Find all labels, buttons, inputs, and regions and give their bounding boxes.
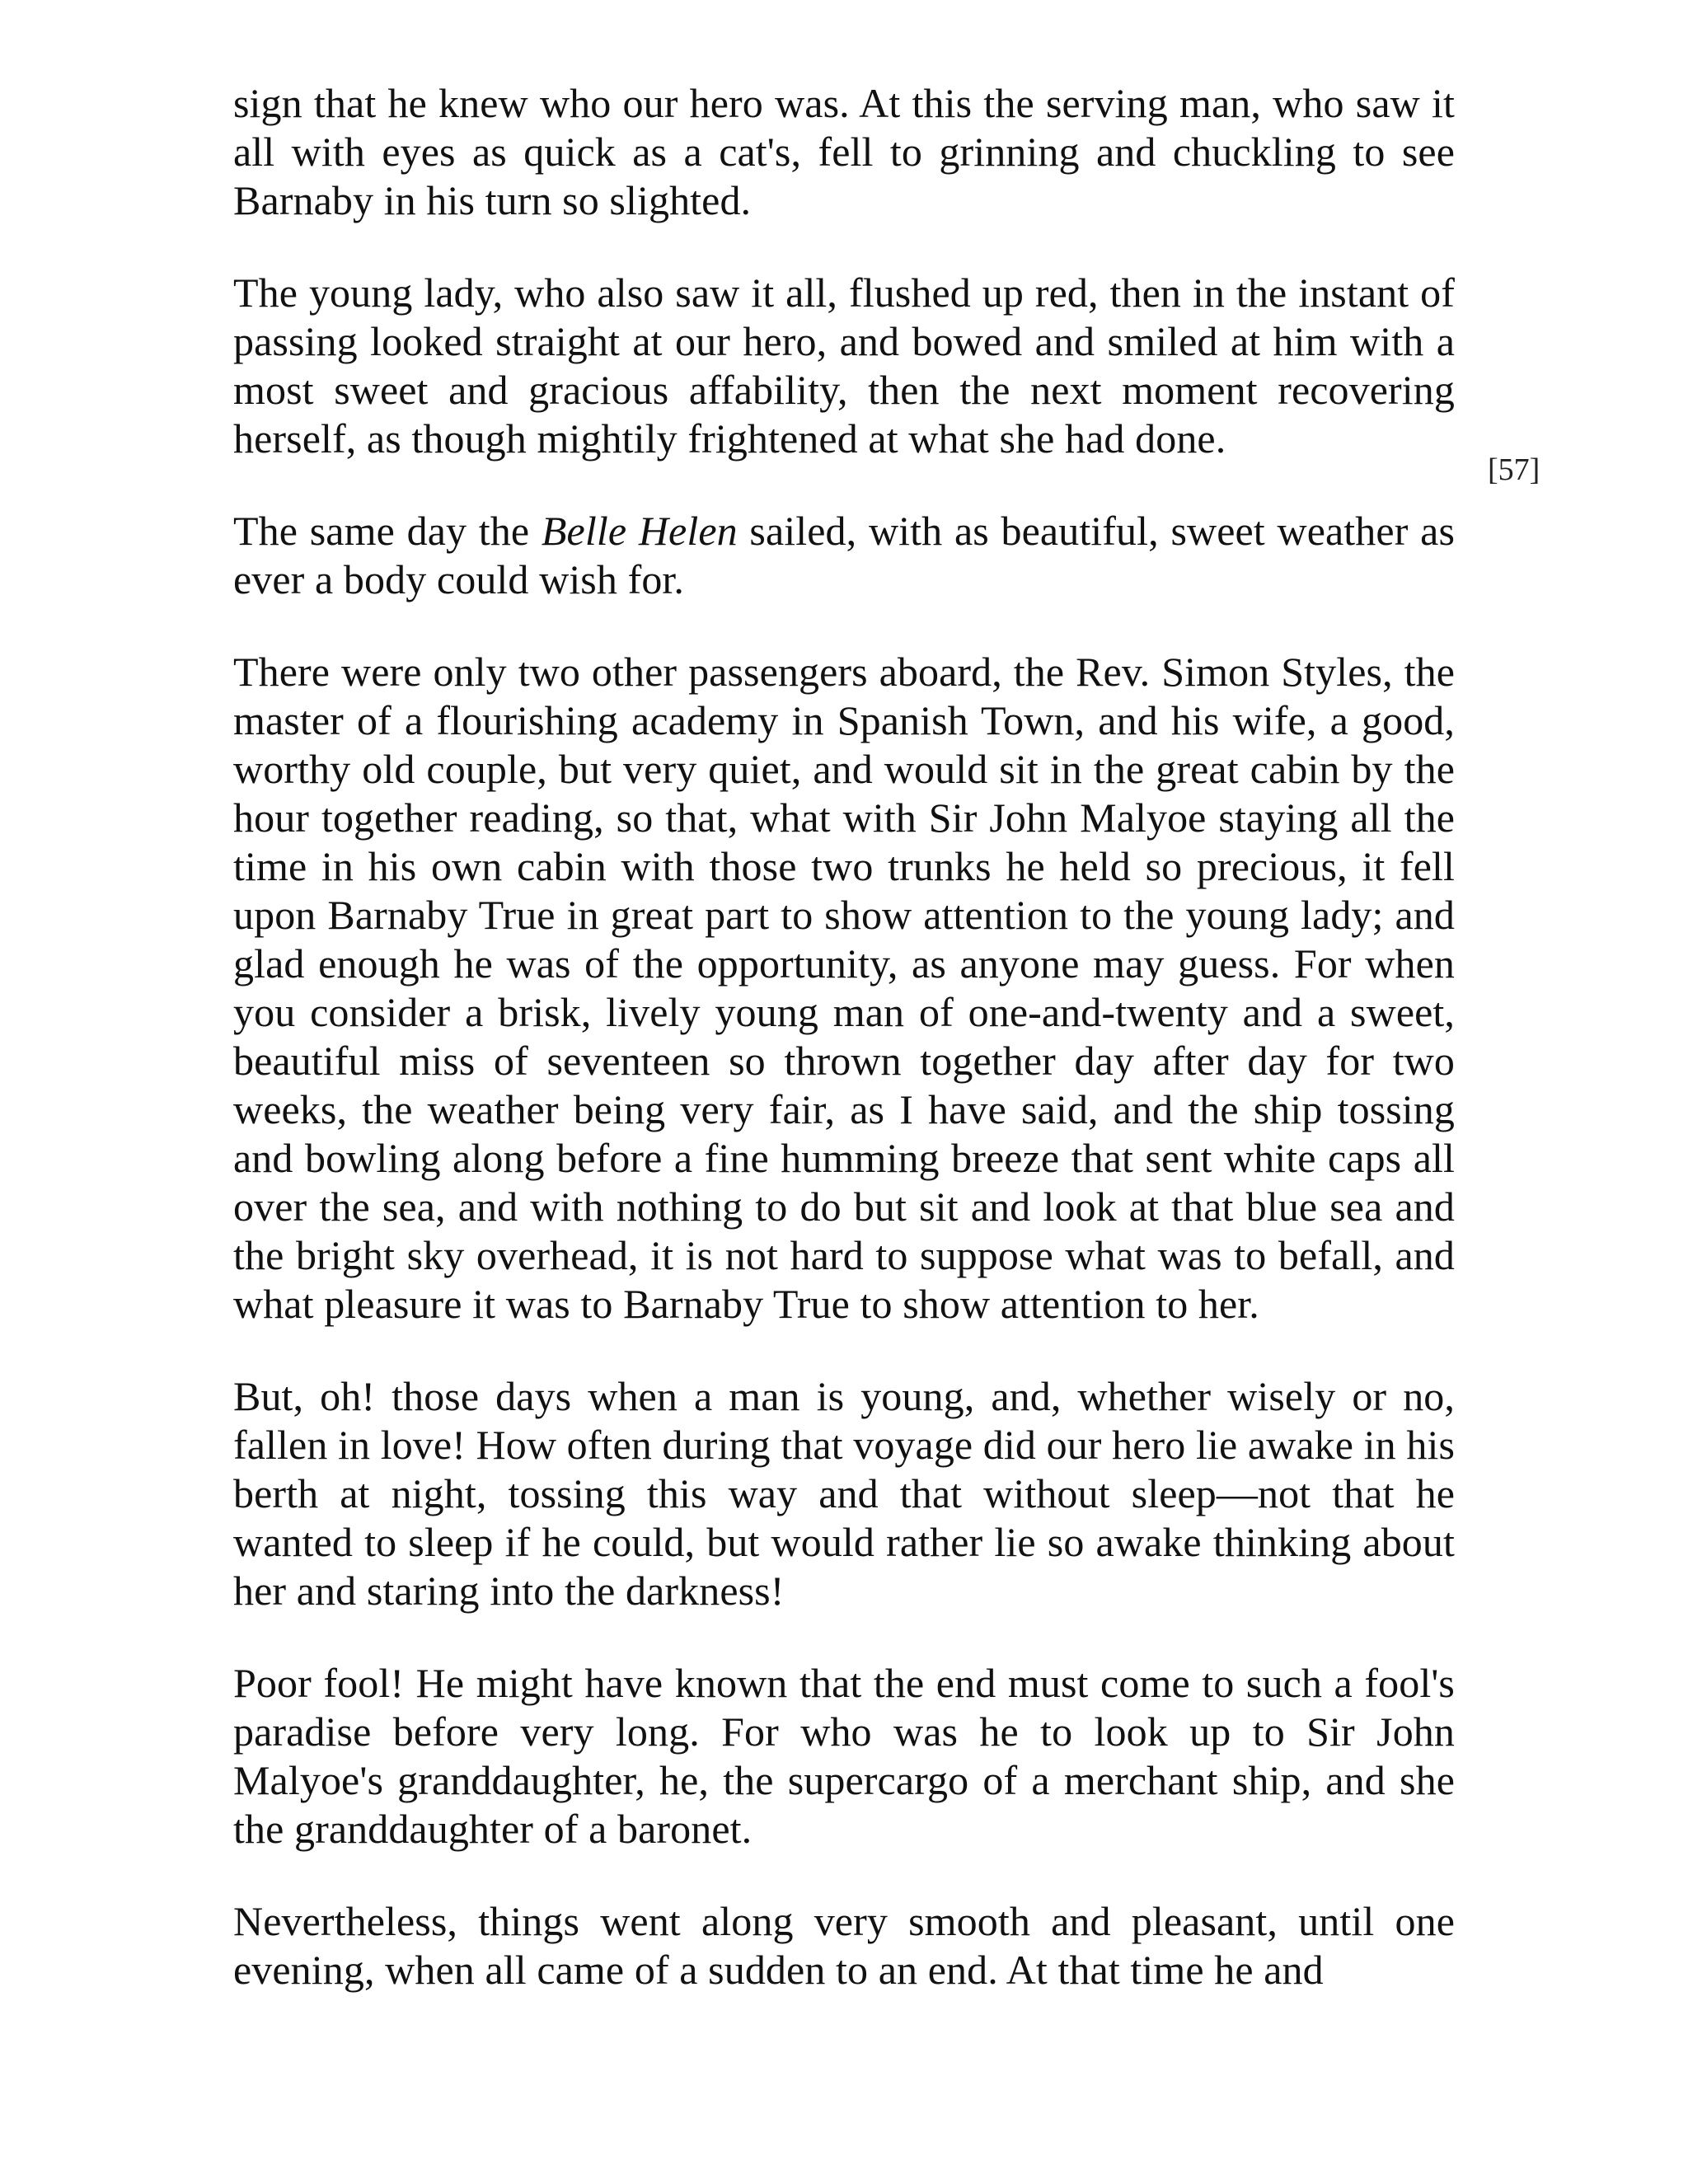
paragraph-7: Nevertheless, things went along very smooth and pleasant, until one evening, when all came of a sudden to an end. At that time he and <box>233 1898 1455 1993</box>
paragraph-3-before-italic: The same day the <box>233 508 542 554</box>
paragraph-4: There were only two other passengers aboard, the Rev. Simon Styles, the master of a flourishing academy in Spanish Town, and his wife, a good, worthy old couple, but very quiet, and would sit in the great cabin by the hour together reading, so that, what with Sir John Malyoe staying all the time in his own cabin with those two trunks he held so precious, it fell upon Barnaby True in great part to show attention to the young lady; and glad enough he was of the opportunity, as anyone may guess. For when you consider a brisk, lively young man of one-and-twenty and a sweet, beautiful miss of seventeen so thrown together day after day for two weeks, the weather being very fair, as I have said, and the ship tossing and bowling along before a fine humming breeze that sent white caps all over the sea, and with nothing to do but sit and look at that blue sea and the bright sky overhead, it is not hard to suppose what was to befall, and what pleasure it was to Barnaby True to show attention to her. <box>233 649 1455 1327</box>
paragraph-5: But, oh! those days when a man is young, and, whether wisely or no, fallen in love! How often during that voyage did our hero lie awake in his berth at night, tossing this way and that without sleep—not that he wanted to sleep if he could, but would rather lie so awake thinking about her and staring into the darkness! <box>233 1373 1455 1614</box>
paragraph-1: sign that he knew who our hero was. At this the serving man, who saw it all with eyes as quick as a cat's, fell to grinning and chuckling to see Barnaby in his turn so slighted. <box>233 80 1455 223</box>
paragraph-6: Poor fool! He might have known that the end must come to such a fool's paradise before very long. For who was he to look up to Sir John Malyoe's granddaughter, he, the supercargo of a merchant ship, and she the granddaughter of a baronet. <box>233 1660 1455 1852</box>
page-body <box>233 79 1455 1994</box>
paragraph-3 <box>233 507 1455 604</box>
page-number: [57] <box>1488 452 1540 487</box>
paragraph-3-after-italic: sailed, with as beautiful, sweet weather as ever a body could wish for. <box>233 508 1456 602</box>
paragraph-2: The young lady, who also saw it all, flushed up red, then in the instant of passing looked straight at our hero, and bowed and smiled at him with a most sweet and gracious affability, then the next moment recovering herself, as though mightily frightened at what she had done. <box>233 269 1455 462</box>
ship-name-italic: Belle Helen <box>541 508 738 554</box>
